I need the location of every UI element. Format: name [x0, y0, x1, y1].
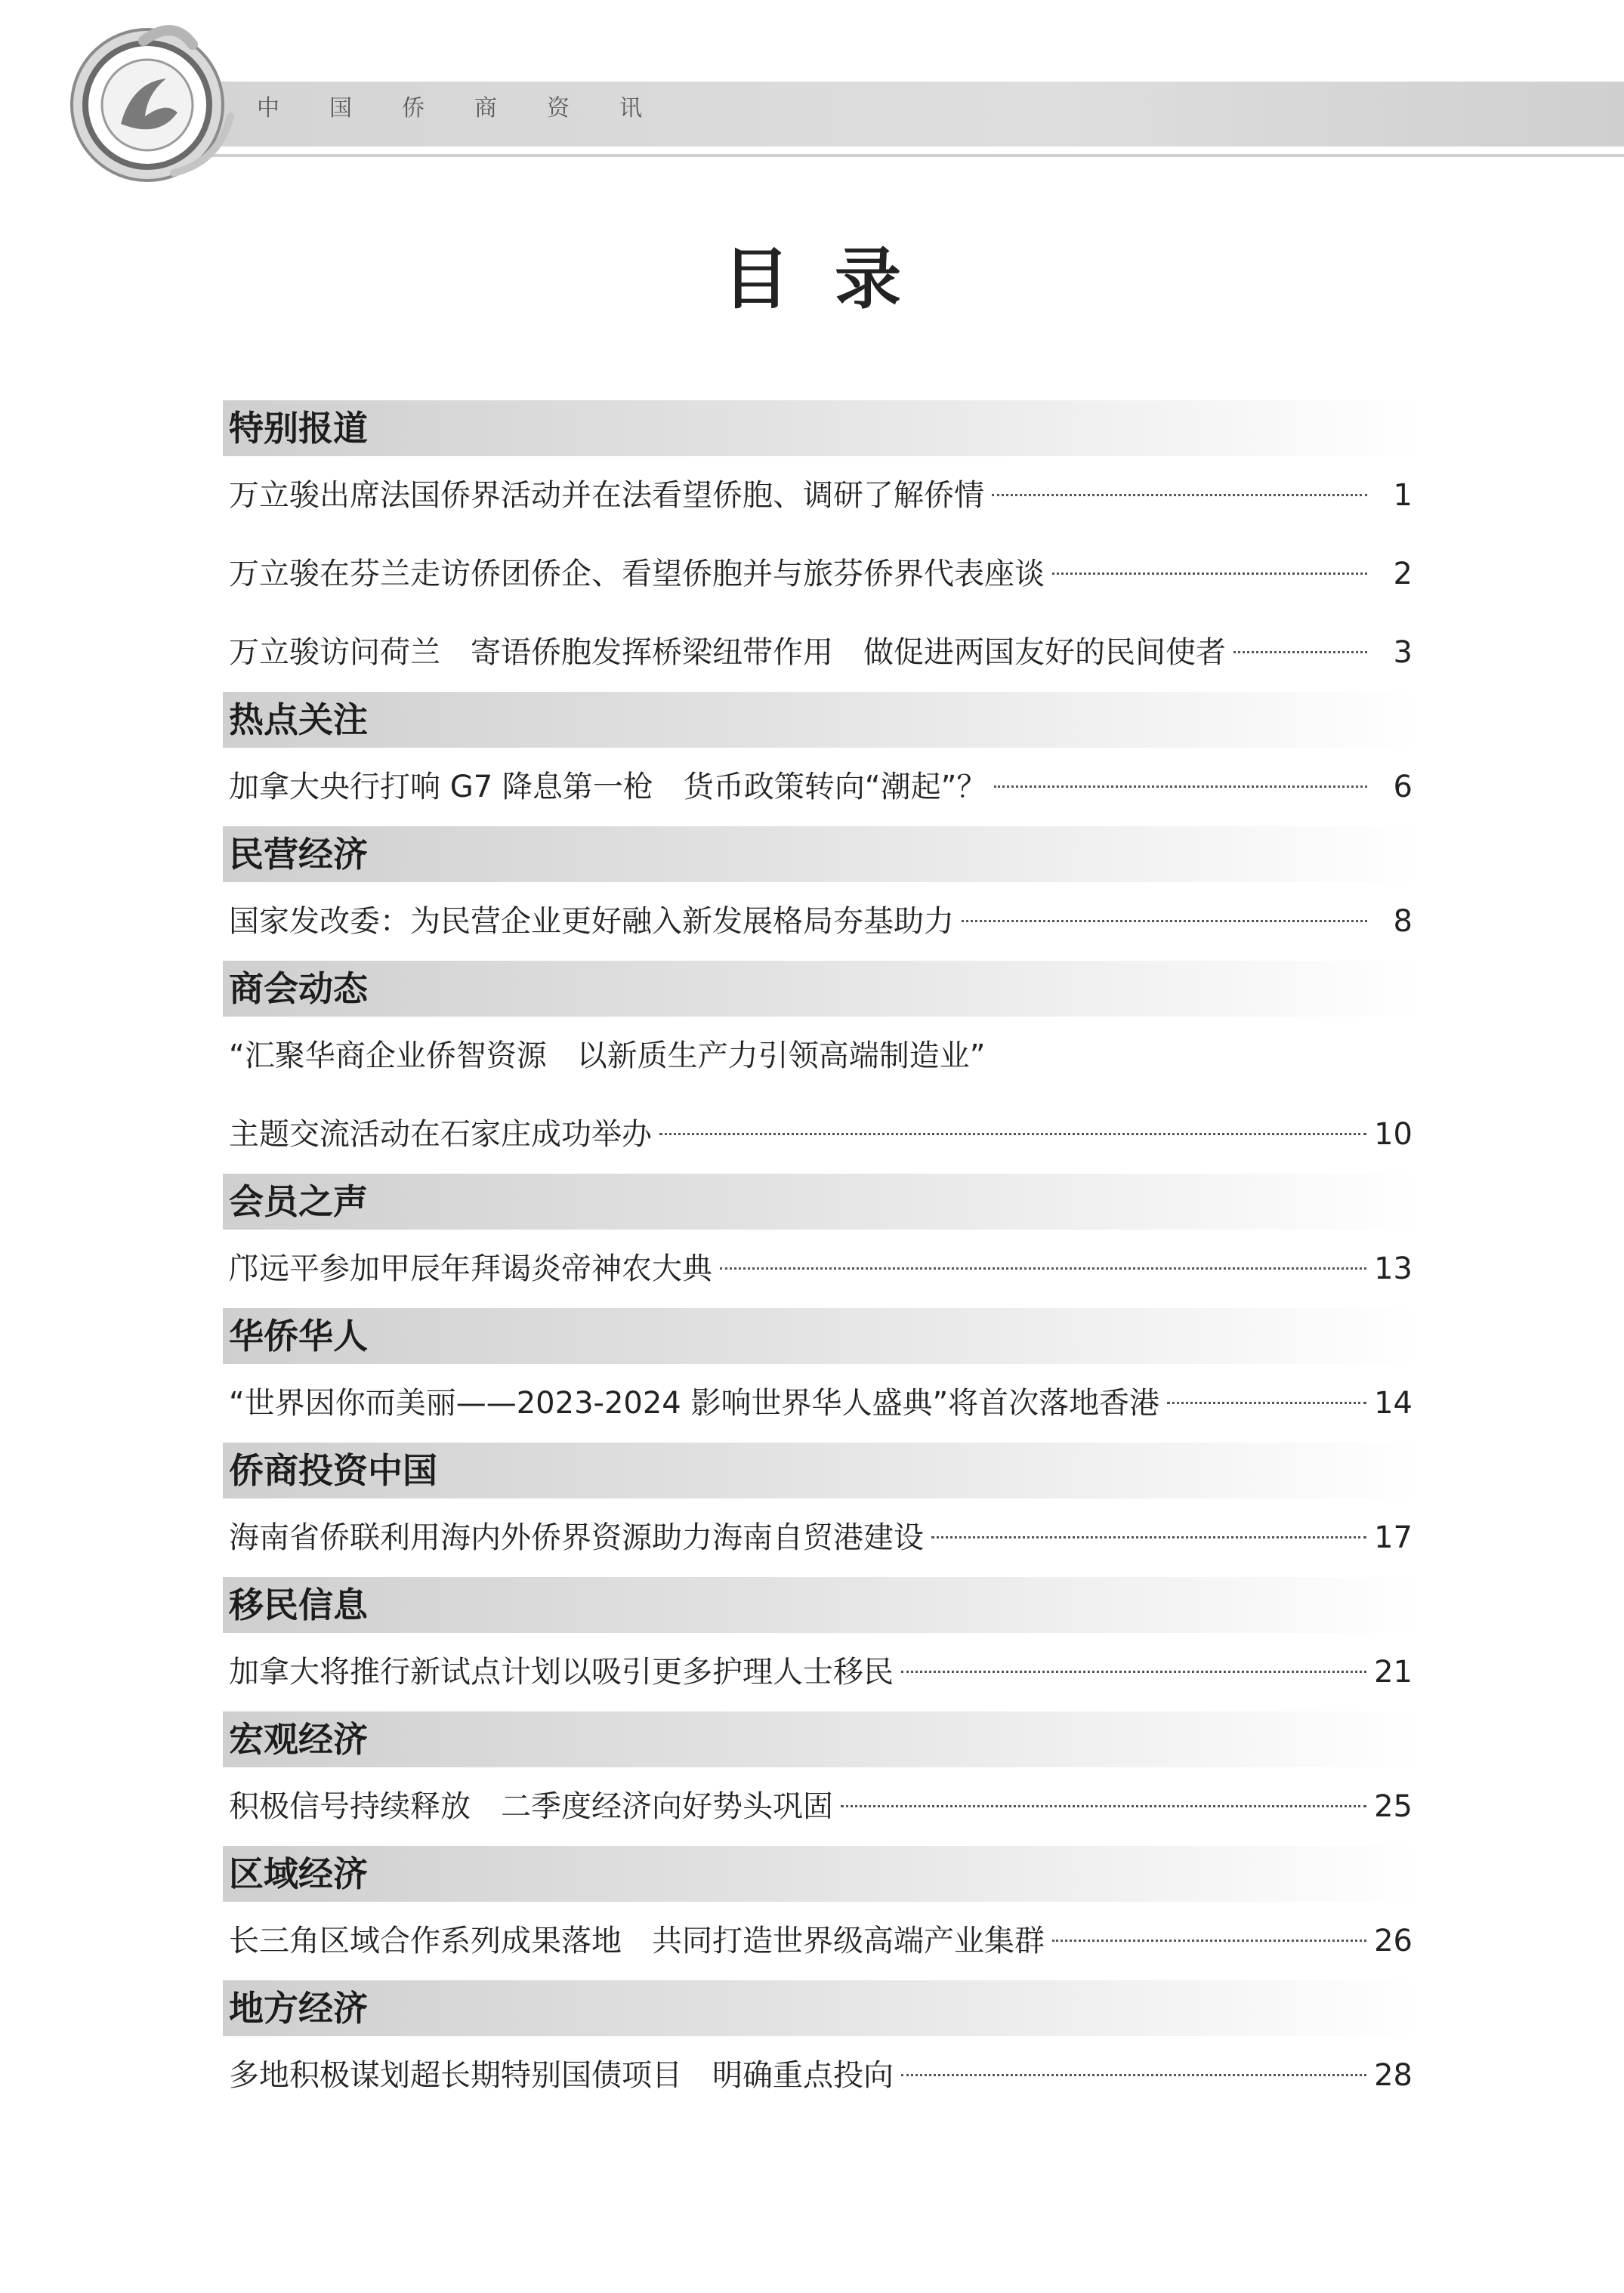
page-number: 10 — [1374, 1117, 1413, 1152]
toc-section — [223, 1846, 1420, 1980]
page-number: 1 — [1393, 478, 1413, 513]
dot-leader — [901, 1671, 1366, 1673]
toc-section — [223, 692, 1420, 826]
page-number: 21 — [1374, 1655, 1413, 1690]
entry-title: 积极信号持续释放 二季度经济向好势头巩固 — [229, 1789, 833, 1824]
toc-entry[interactable] — [223, 613, 1420, 692]
toc-entry[interactable] — [223, 1902, 1420, 1980]
page-heading: 目录 — [722, 240, 946, 318]
page-number: 13 — [1374, 1251, 1413, 1286]
toc-entry[interactable] — [223, 882, 1420, 961]
page-number: 17 — [1374, 1520, 1413, 1555]
section-heading: 热点关注 — [223, 692, 1420, 748]
section-heading: 民营经济 — [223, 826, 1420, 882]
dot-leader — [994, 785, 1367, 788]
toc-entry[interactable] — [223, 1364, 1420, 1443]
entry-title: 加拿大将推行新试点计划以吸引更多护理人士移民 — [229, 1655, 894, 1690]
entry-title: 邝远平参加甲辰年拜谒炎帝神农大典 — [229, 1251, 712, 1286]
toc-section — [223, 1174, 1420, 1308]
page-number: 2 — [1393, 557, 1413, 591]
dot-leader — [1052, 1940, 1366, 1942]
page-number: 28 — [1374, 2058, 1413, 2093]
section-heading: 宏观经济 — [223, 1711, 1420, 1767]
toc-section — [223, 961, 1420, 1174]
entry-title: 主题交流活动在石家庄成功举办 — [229, 1117, 652, 1152]
dot-leader — [841, 1805, 1366, 1807]
entry-title: 万立骏在芬兰走访侨团侨企、看望侨胞并与旅芬侨界代表座谈 — [229, 557, 1045, 591]
entry-title: “世界因你而美丽——2023-2024 影响世界华人盛典”将首次落地香港 — [229, 1386, 1160, 1421]
toc-entry[interactable] — [223, 748, 1420, 826]
page-number: 6 — [1393, 770, 1413, 804]
page-number: 26 — [1374, 1924, 1413, 1958]
page-number: 14 — [1374, 1386, 1413, 1421]
section-heading: 区域经济 — [223, 1846, 1420, 1902]
dot-leader — [962, 920, 1367, 922]
dot-leader — [1167, 1402, 1366, 1404]
toc-section — [223, 1980, 1420, 2115]
toc-section — [223, 400, 1420, 692]
entry-title: 国家发改委：为民营企业更好融入新发展格局夯基助力 — [229, 904, 954, 939]
toc-section — [223, 826, 1420, 961]
toc-entry[interactable] — [223, 535, 1420, 613]
entry-title: 万立骏出席法国侨界活动并在法看望侨胞、调研了解侨情 — [229, 478, 984, 513]
section-heading: 特别报道 — [223, 400, 1420, 456]
toc-entry[interactable] — [223, 1633, 1420, 1711]
dot-leader — [1233, 651, 1367, 653]
entry-title: 加拿大央行打响 G7 降息第一枪 货币政策转向“潮起”？ — [229, 770, 987, 804]
section-heading: 侨商投资中国 — [223, 1443, 1420, 1498]
section-heading: 移民信息 — [223, 1577, 1420, 1633]
section-heading: 商会动态 — [223, 961, 1420, 1017]
table-of-contents — [223, 400, 1420, 2115]
toc-entry[interactable] — [223, 1767, 1420, 1846]
dot-leader — [720, 1267, 1366, 1270]
toc-section — [223, 1308, 1420, 1443]
dot-leader — [992, 494, 1367, 496]
toc-section — [223, 1711, 1420, 1846]
logo-icon — [60, 11, 234, 184]
entry-title: 万立骏访问荷兰 寄语侨胞发挥桥梁纽带作用 做促进两国友好的民间使者 — [229, 635, 1226, 670]
toc-entry[interactable] — [223, 2036, 1420, 2115]
toc-entry[interactable] — [223, 1095, 1420, 1174]
toc-section — [223, 1577, 1420, 1711]
dot-leader — [1052, 572, 1367, 575]
toc-section — [223, 1443, 1420, 1577]
entry-title: 多地积极谋划超长期特别国债项目 明确重点投向 — [229, 2058, 894, 2093]
dot-leader — [931, 1536, 1366, 1538]
page-number: 3 — [1393, 635, 1413, 670]
dot-leader — [659, 1133, 1366, 1135]
section-heading: 会员之声 — [223, 1174, 1420, 1230]
header-title: 中国侨商资讯 — [257, 95, 692, 122]
section-heading: 华侨华人 — [223, 1308, 1420, 1364]
entry-title: 长三角区域合作系列成果落地 共同打造世界级高端产业集群 — [229, 1924, 1045, 1958]
toc-entry[interactable] — [223, 1498, 1420, 1577]
dot-leader — [901, 2074, 1366, 2076]
section-heading: 地方经济 — [223, 1980, 1420, 2036]
entry-title: 海南省侨联利用海内外侨界资源助力海南自贸港建设 — [229, 1520, 924, 1555]
toc-entry[interactable] — [223, 1017, 1420, 1095]
toc-entry[interactable] — [223, 1230, 1420, 1308]
page-number: 25 — [1374, 1789, 1413, 1824]
page-number: 8 — [1393, 904, 1413, 939]
toc-entry[interactable] — [223, 456, 1420, 535]
entry-title: “汇聚华商企业侨智资源 以新质生产力引领高端制造业” — [229, 1038, 986, 1073]
